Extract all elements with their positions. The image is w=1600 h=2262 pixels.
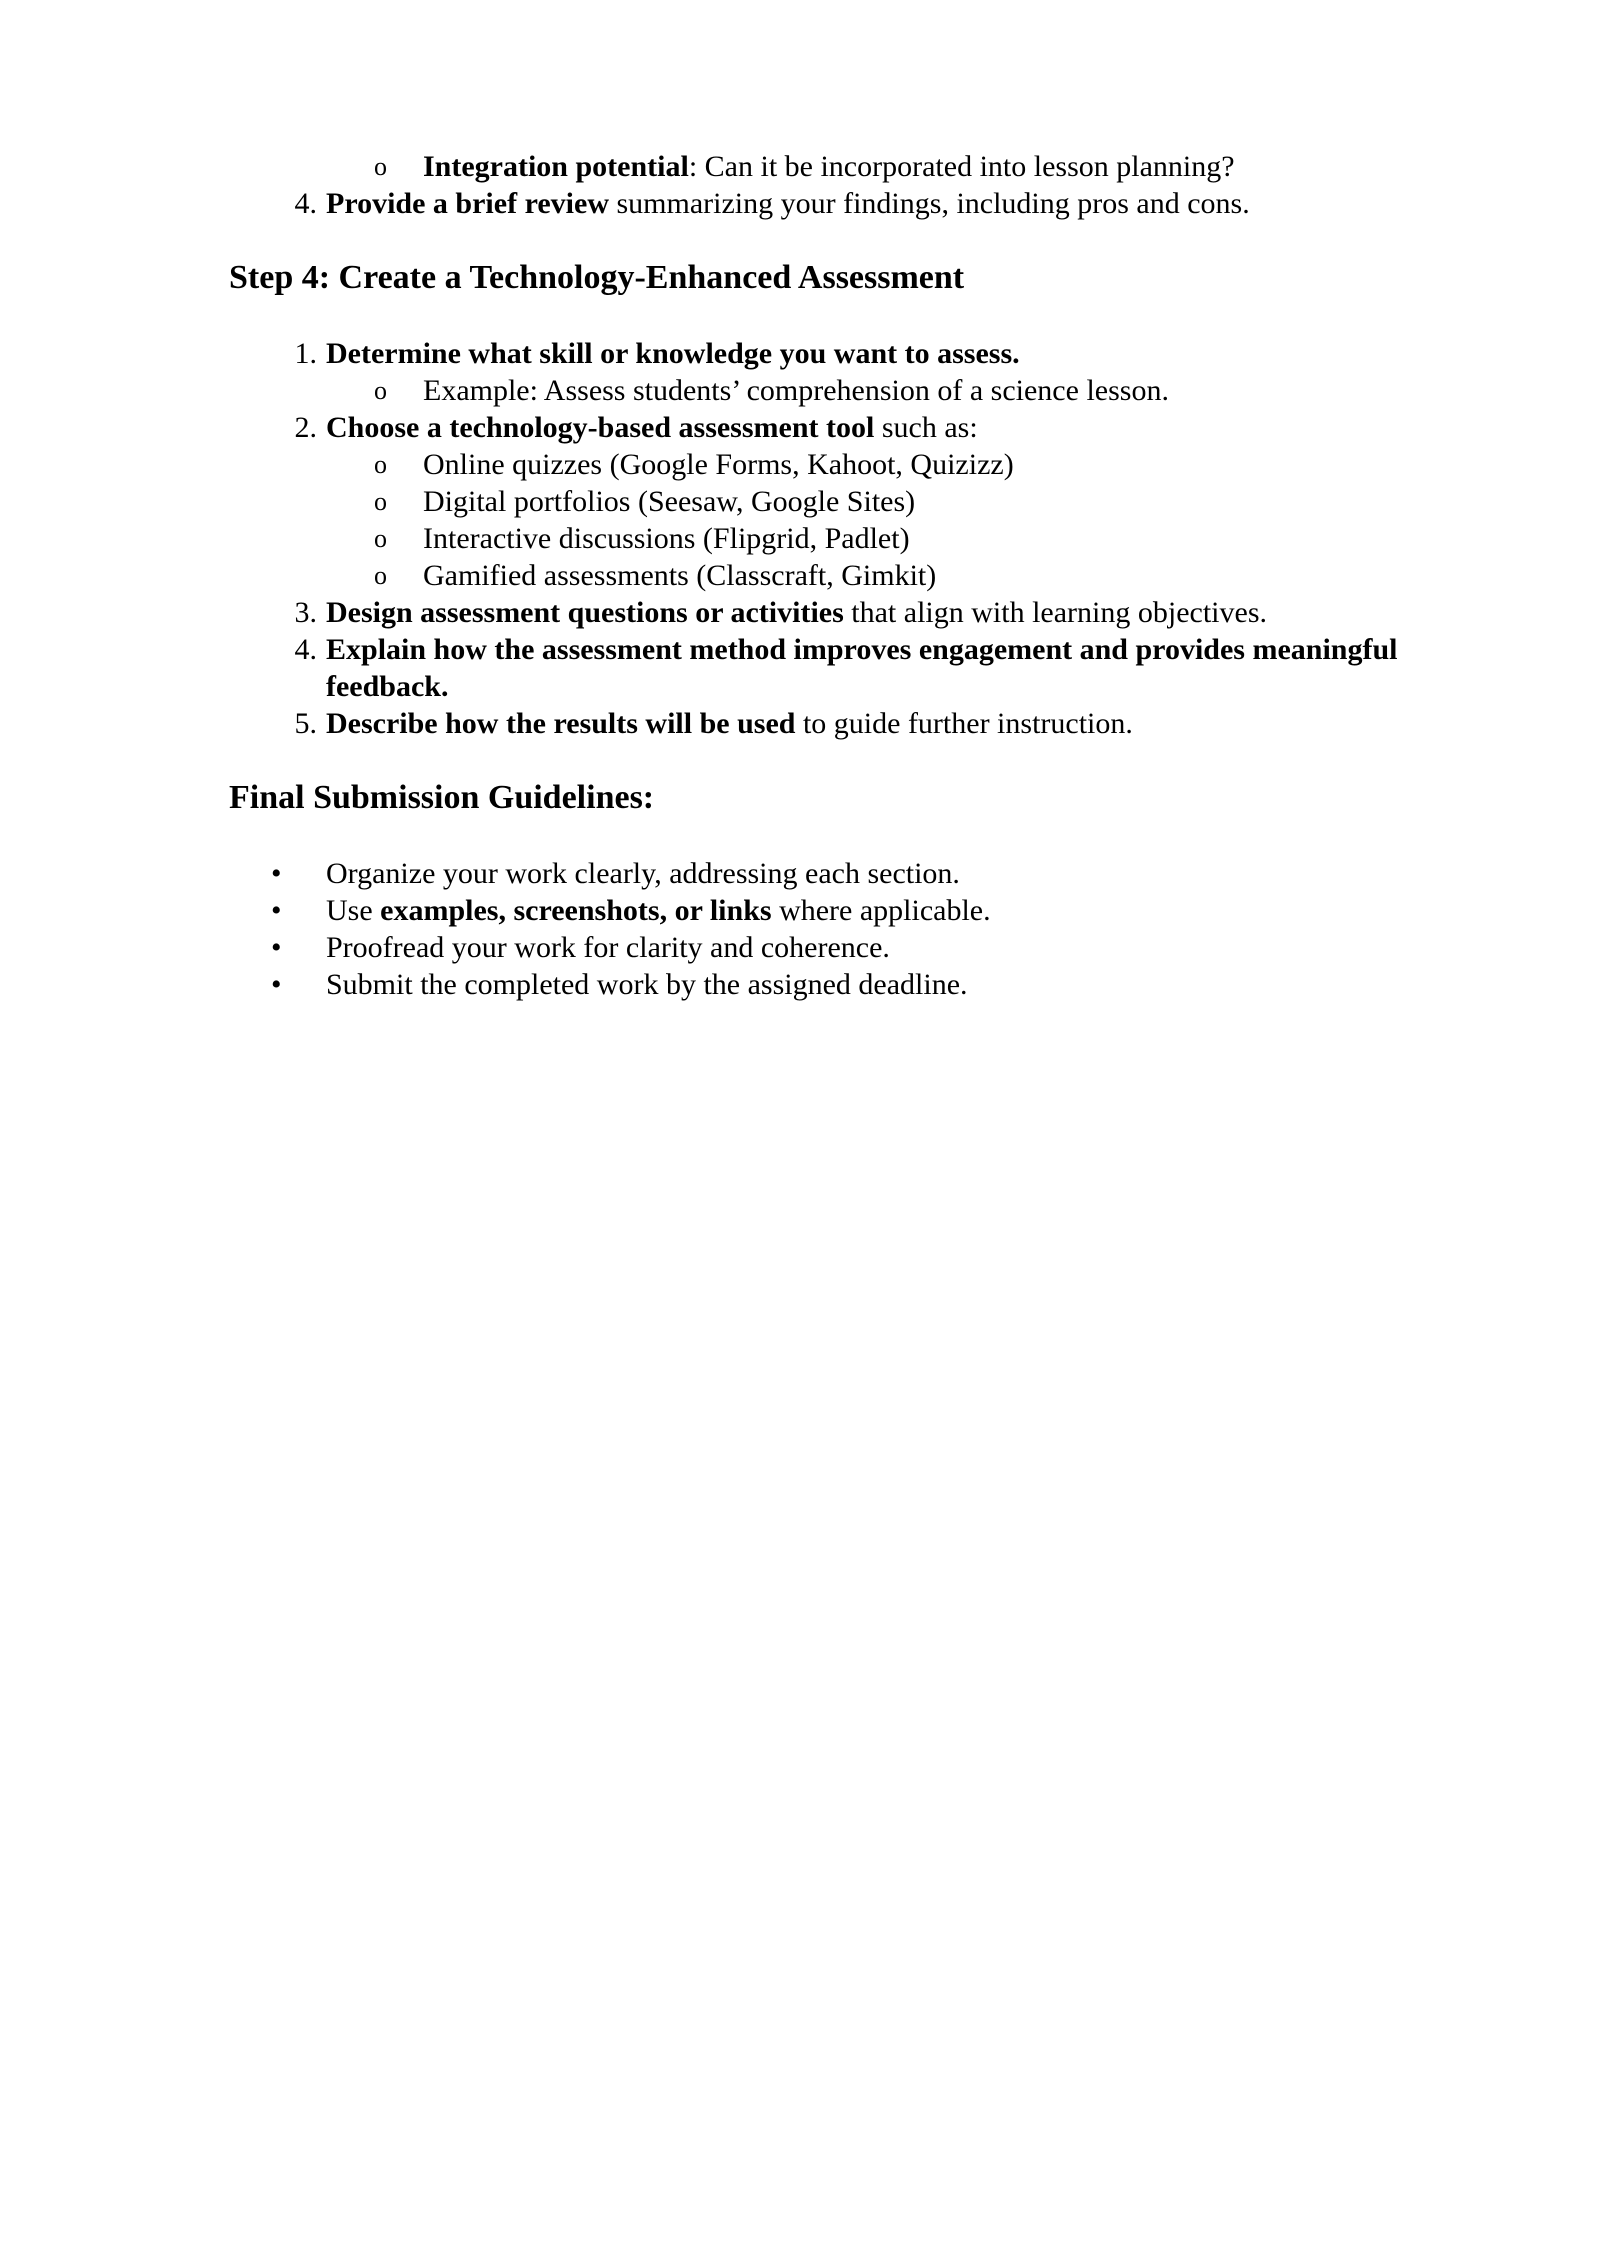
bullet-item [229, 855, 1509, 892]
list-item-text [326, 705, 1496, 742]
list-number: 4. [294, 187, 317, 220]
item-rest: that align with learning objectives. [843, 596, 1268, 629]
list-subitem-text: Digital portfolios (Seesaw, Google Sites) [423, 485, 916, 518]
item-rest: where applicable. [771, 894, 991, 927]
bullet-item [229, 966, 1509, 1003]
bullet-marker: • [271, 894, 282, 927]
list-item-text [326, 409, 1496, 446]
list-number: 4. [294, 633, 317, 666]
list-subitem [229, 446, 1509, 483]
list-item [229, 631, 1509, 668]
list-item [229, 594, 1509, 631]
list-subitem [229, 148, 1509, 185]
bullet-item [229, 929, 1509, 966]
list-number: 1. [294, 337, 317, 370]
list-subitem [229, 372, 1509, 409]
list-number: 3. [294, 596, 317, 629]
document-body [229, 148, 1509, 1003]
item-rest: such as: [874, 411, 978, 444]
bold-lead: feedback. [326, 670, 449, 703]
bullet-text: Proofread your work for clarity and coherence. [326, 931, 890, 964]
bullet-marker: • [271, 931, 282, 964]
bold-lead: Integration potential [423, 150, 689, 183]
sub-bullet-marker: o [374, 376, 387, 405]
list-subitem [229, 557, 1509, 594]
bullet-item [229, 892, 1509, 929]
item-rest: summarizing your findings, including pros and cons. [608, 187, 1250, 220]
list-item [229, 409, 1509, 446]
bullet-text [326, 892, 1496, 929]
list-item [229, 185, 1509, 222]
section-heading-step4: Step 4: Create a Technology-Enhanced Assessment [229, 259, 965, 296]
bold-lead: Explain how the assessment method improves engagement and provides meaningful [326, 633, 1398, 666]
list-item [229, 705, 1509, 742]
list-subitem-text: Gamified assessments (Classcraft, Gimkit) [423, 559, 937, 592]
list-item-text [326, 335, 1496, 372]
bullet-text: Organize your work clearly, addressing each section. [326, 857, 960, 890]
bold-lead: Provide a brief review [326, 187, 609, 220]
list-subitem [229, 483, 1509, 520]
bold-lead: Determine what skill or knowledge you want to assess. [326, 337, 1020, 370]
list-item-text [326, 185, 1496, 222]
list-subitem-text: Interactive discussions (Flipgrid, Padlet) [423, 522, 910, 555]
list-subitem-text [423, 148, 1493, 185]
item-rest: to guide further instruction. [795, 707, 1133, 740]
sub-bullet-marker: o [374, 561, 387, 590]
sub-bullet-marker: o [374, 152, 387, 181]
bullet-marker: • [271, 857, 282, 890]
list-item-text [326, 594, 1496, 631]
list-item-text [326, 631, 1496, 668]
section-heading-final: Final Submission Guidelines: [229, 779, 655, 816]
bold-lead: Describe how the results will be used [326, 707, 796, 740]
list-subitem-text: Online quizzes (Google Forms, Kahoot, Quizizz) [423, 448, 1014, 481]
bold-lead: Design assessment questions or activities [326, 596, 844, 629]
list-item [229, 335, 1509, 372]
list-subitem-text: Example: Assess students’ comprehension of a science lesson. [423, 374, 1169, 407]
bullet-marker: • [271, 968, 282, 1001]
list-subitem [229, 520, 1509, 557]
sub-bullet-marker: o [374, 487, 387, 516]
list-number: 2. [294, 411, 317, 444]
sub-bullet-marker: o [374, 524, 387, 553]
bullet-pre: Use [326, 894, 381, 927]
list-item-continuation [229, 668, 1509, 705]
list-item-text [326, 668, 1496, 705]
bold-lead: examples, screenshots, or links [380, 894, 772, 927]
bold-lead: Choose a technology-based assessment tool [326, 411, 875, 444]
sub-bullet-marker: o [374, 450, 387, 479]
list-number: 5. [294, 707, 317, 740]
bullet-text: Submit the completed work by the assigned deadline. [326, 968, 968, 1001]
item-rest: : Can it be incorporated into lesson planning? [688, 150, 1235, 183]
